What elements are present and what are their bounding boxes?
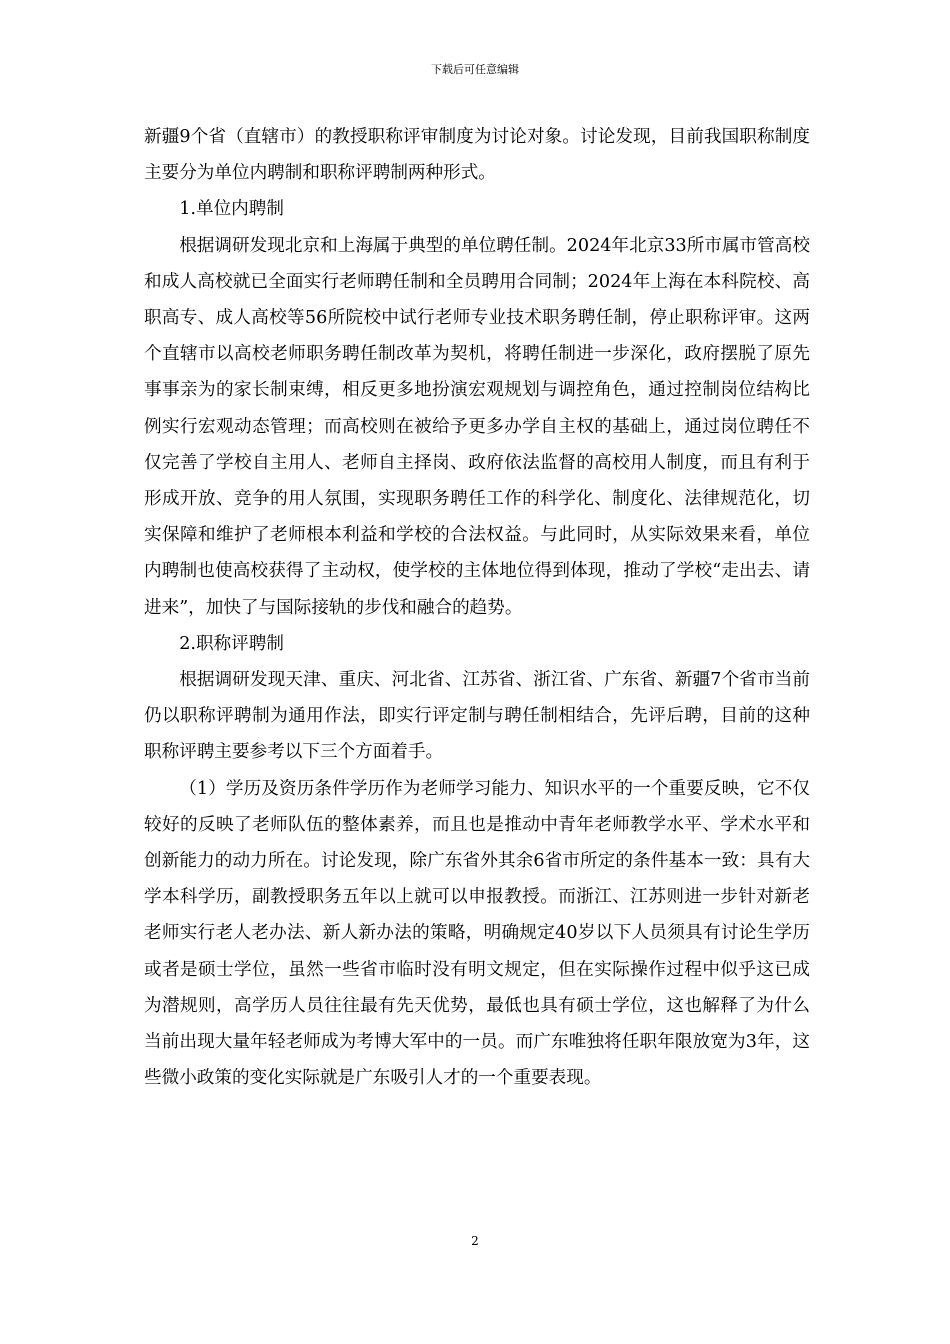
- paragraph: 根据调研发现天津、重庆、河北省、江苏省、浙江省、广东省、新疆7个省市当前仍以职称评聘制为通用作法，即实行评定制与聘任制相结合，先评后聘，目前的这种职称评聘主要参考以下三个方面着手。: [144, 670, 810, 763]
- body-text: [144, 119, 810, 1096]
- page-header: 下载后可任意编辑: [431, 63, 519, 76]
- section-heading: 1.单位内聘制: [179, 199, 284, 220]
- page-number: 2: [471, 1234, 479, 1248]
- paragraph: （1）学历及资历条件学历作为老师学习能力、知识水平的一个重要反映，它不仅较好的反映了老师队伍的整体素养，而且也是推动中青年老师教学水平、学术水平和创新能力的动力所在。讨论发现，除广东省外其余6省市所定的条件基本一致：具有大学本科学历，副教授职务五年以上就可以申报教授。而浙江、江苏则进一步针对新老老师实行老人老办法、新人新办法的策略，明确规定40岁以下人员须具有讨论生学历或者是硕士学位，虽然一些省市临时没有明文规定，但在实际操作过程中似乎这已成为潜规则，高学历人员往往最有先天优势，最低也具有硕士学位，这也解释了为什么当前出现大量年轻老师成为考博大军中的一员。而广东唯独将任职年限放宽为3年，这些微小政策的变化实际就是广东吸引人才的一个重要表现。: [144, 778, 810, 1089]
- paragraph: 新疆9个省（直辖市）的教授职称评审制度为讨论对象。讨论发现，目前我国职称制度主要分为单位内聘制和职称评聘制两种形式。: [144, 127, 810, 184]
- paragraph: 根据调研发现北京和上海属于典型的单位聘任制。2024年北京33所市属市管高校和成人高校就已全面实行老师聘任制和全员聘用合同制；2024年上海在本科院校、高职高专、成人高校等56所院校中试行老师专业技术职务聘任制，停止职称评审。这两个直辖市以高校老师职务聘任制改革为契机，将聘任制进一步深化，政府摆脱了原先事事亲为的家长制束缚，相反更多地扮演宏观规划与调控角色，通过控制岗位结构比例实行宏观动态管理；而高校则在被给予更多办学自主权的基础上，通过岗位聘任不仅完善了学校自主用人、老师自主择岗、政府依法监督的高校用人制度，而且有利于形成开放、竞争的用人氛围，实现职务聘任工作的科学化、制度化、法律规范化，切实保障和维护了老师根本利益和学校的合法权益。与此同时，从实际效果来看，单位内聘制也使高校获得了主动权，使学校的主体地位得到体现，推动了学校“走出去、请进来”，加快了与国际接轨的步伐和融合的趋势。: [144, 235, 810, 618]
- section-heading: 2.职称评聘制: [179, 633, 284, 654]
